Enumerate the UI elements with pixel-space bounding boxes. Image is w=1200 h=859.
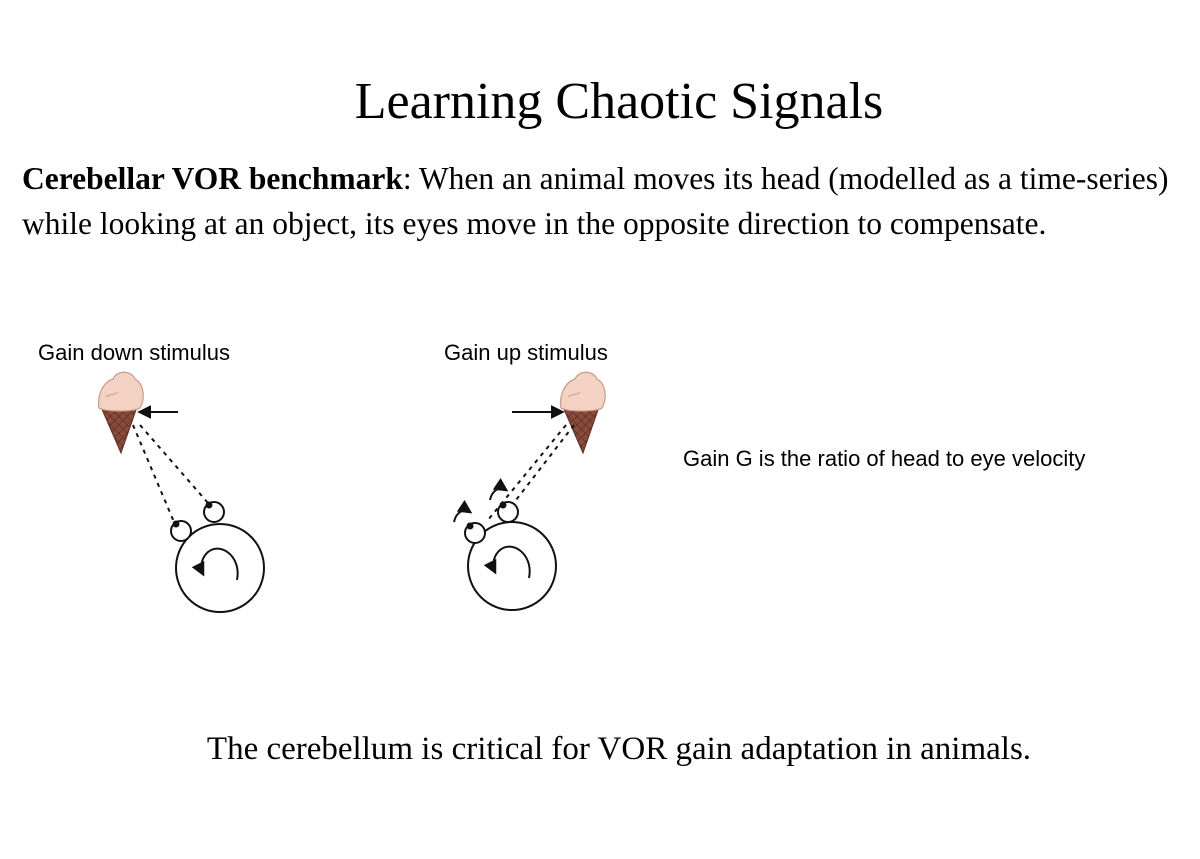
pupil-right — [500, 502, 507, 509]
gain-definition-note: Gain G is the ratio of head to eye velocity — [683, 446, 1086, 471]
ice-cream-icon — [561, 372, 606, 453]
ice-cream-icon — [99, 372, 144, 453]
slide-title: Learning Chaotic Signals — [354, 73, 884, 130]
gain-up-panel — [454, 372, 605, 610]
pupil-left — [467, 523, 474, 530]
gain-up-label: Gain up stimulus — [444, 340, 608, 365]
conclusion-text: The cerebellum is critical for VOR gain adaptation in animals. — [206, 731, 1032, 767]
gain-down-panel — [99, 372, 264, 612]
eye-rotation-arrow-left — [454, 510, 470, 522]
intro-bold-term: Cerebellar VOR benchmark — [22, 161, 403, 196]
gain-down-label: Gain down stimulus — [38, 340, 230, 365]
gaze-line-right — [516, 425, 574, 500]
intro-text: : When an animal moves its head (modelled as a time-series) while looking at an object, its eyes move in the opposite direction to compensate. — [22, 161, 1169, 241]
eye-rotation-arrow-right — [490, 488, 506, 500]
pupil-right — [206, 502, 213, 509]
pupil-left — [173, 521, 180, 528]
gaze-line-right — [140, 425, 208, 503]
